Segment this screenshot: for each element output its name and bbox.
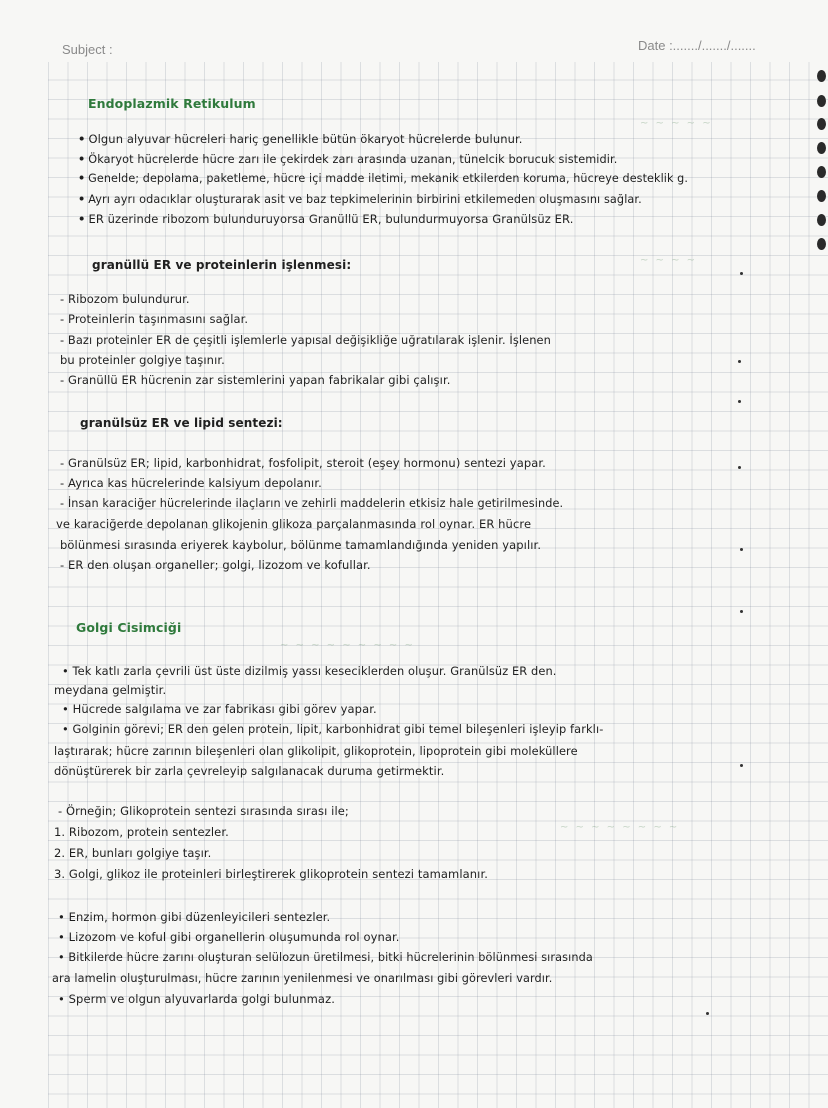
margin-dot: [740, 548, 743, 551]
example-line-1: - Örneğin; Glikoprotein sentezi sırasında sırası ile;: [58, 804, 349, 818]
granulsuz-line-3: - İnsan karaciğer hücrelerinde ilaçların ve zehirli maddelerin etkisiz hale getirilmesinde.: [60, 496, 564, 510]
er-bullet-text: Genelde; depolama, paketleme, hücre içi madde iletimi, mekanik etkilerden koruma, hücreye desteklik g.: [88, 171, 688, 185]
margin-dot: [740, 764, 743, 767]
golgi-line-6: dönüştürerek bir zarla çevreleyip salgılanacak duruma getirmektir.: [54, 764, 445, 778]
margin-dot: [738, 360, 741, 363]
example-line-2: 1. Ribozom, protein sentezler.: [54, 825, 229, 839]
subject-label: Subject :: [62, 42, 113, 57]
granullu-line-4: bu proteinler golgiye taşınır.: [60, 353, 225, 367]
bleed-through-mark: ~ ~ ~ ~ ~ ~ ~ ~: [560, 822, 680, 833]
bleed-through-mark: ~ ~ ~ ~ ~ ~ ~ ~ ~: [280, 640, 415, 651]
granulsuz-line-4: ve karaciğerde depolanan glikojenin glikoza parçalanmasında rol oynar. ER hücre: [56, 517, 532, 531]
granullu-line-5: - Granüllü ER hücrenin zar sistemlerini yapan fabrikalar gibi çalışır.: [60, 373, 451, 387]
margin-dot: [738, 400, 741, 403]
final-line-2: • Lizozom ve koful gibi organellerin oluşumunda rol oynar.: [58, 930, 400, 944]
er-bullet-4: • Ayrı ayrı odacıklar oluşturarak asit ve baz tepkimelerinin birbirini etkilemeden oluşmasını sağlar.: [78, 192, 642, 206]
final-line-4: ara lamelin oluşturulması, hücre zarının yenilenmesi ve onarılması gibi görevleri vardır.: [52, 971, 553, 985]
er-bullet-text: ER üzerinde ribozom bulunduruyorsa Granüllü ER, bulundurmuyorsa Granülsüz ER.: [88, 212, 574, 226]
ring-icon: [817, 238, 826, 250]
er-bullet-text: Ökaryot hücrelerde hücre zarı ile çekirdek zarı arasında uzanan, tünelcik borucuk sistemidir.: [88, 152, 618, 166]
granulsuz-line-6: - ER den oluşan organeller; golgi, lizozom ve kofullar.: [60, 558, 371, 572]
margin-dot: [738, 466, 741, 469]
ring-icon: [817, 95, 826, 107]
golgi-line-5: laştırarak; hücre zarının bileşenleri olan glikolipit, glikoprotein, lipoprotein gibi moleküllere: [54, 744, 578, 758]
ring-icon: [817, 118, 826, 130]
granulsuz-line-2: - Ayrıca kas hücrelerinde kalsiyum depolanır.: [60, 476, 322, 490]
er-bullet-1: • Olgun alyuvar hücreleri hariç genellikle bütün ökaryot hücrelerde bulunur.: [78, 132, 523, 146]
ring-icon: [817, 190, 826, 202]
example-line-3: 2. ER, bunları golgiye taşır.: [54, 846, 212, 860]
er-bullet-2: • Ökaryot hücrelerde hücre zarı ile çekirdek zarı arasında uzanan, tünelcik borucuk sistemidir.: [78, 152, 618, 166]
bleed-through-mark: ~ ~ ~ ~: [640, 255, 698, 266]
ring-icon: [817, 142, 826, 154]
example-line-4: 3. Golgi, glikoz ile proteinleri birleştirerek glikoprotein sentezi tamamlanır.: [54, 867, 488, 881]
ring-icon: [817, 166, 826, 178]
ring-icon: [817, 214, 826, 226]
golgi-line-1: • Tek katlı zarla çevrili üst üste dizilmiş yassı keseciklerden oluşur. Granülsüz ER den.: [62, 664, 557, 678]
ring-icon: [817, 70, 826, 82]
margin-dot: [740, 272, 743, 275]
er-bullet-5: • ER üzerinde ribozom bulunduruyorsa Granüllü ER, bulundurmuyorsa Granülsüz ER.: [78, 212, 574, 226]
golgi-line-3: • Hücrede salgılama ve zar fabrikası gibi görev yapar.: [62, 702, 377, 716]
final-line-3: • Bitkilerde hücre zarını oluşturan selülozun üretilmesi, bitki hücrelerinin bölünmesi sırasında: [58, 950, 593, 964]
granulsuz-line-1: - Granülsüz ER; lipid, karbonhidrat, fosfolipit, steroit (eşey hormonu) sentezi yapar.: [60, 456, 546, 470]
bleed-through-mark: ~ ~ ~ ~ ~: [640, 118, 713, 129]
granulsuz-line-5: bölünmesi sırasında eriyerek kaybolur, bölünme tamamlandığında yeniden yapılır.: [60, 538, 542, 552]
subheading-granullu-er: granüllü ER ve proteinlerin işlenmesi:: [92, 258, 352, 272]
subheading-granulsuz-er: granülsüz ER ve lipid sentezi:: [80, 416, 283, 430]
er-bullet-3: • Genelde; depolama, paketleme, hücre içi madde iletimi, mekanik etkilerden koruma, hücreye desteklik g.: [78, 171, 688, 185]
granullu-line-2: - Proteinlerin taşınmasını sağlar.: [60, 312, 249, 326]
granullu-line-1: - Ribozom bulundurur.: [60, 292, 190, 306]
er-bullet-text: Ayrı ayrı odacıklar oluşturarak asit ve baz tepkimelerinin birbirini etkilemeden oluşmasını sağlar.: [88, 192, 642, 206]
section-title-golgi: Golgi Cisimciği: [76, 620, 182, 635]
golgi-line-2: meydana gelmiştir.: [54, 683, 167, 697]
final-line-5: • Sperm ve olgun alyuvarlarda golgi bulunmaz.: [58, 992, 335, 1006]
margin-dot: [706, 1012, 709, 1015]
date-label: Date :......./......./.......: [638, 38, 756, 53]
section-title-er: Endoplazmik Retikulum: [88, 96, 256, 111]
er-bullet-text: Olgun alyuvar hücreleri hariç genellikle bütün ökaryot hücrelerde bulunur.: [88, 132, 523, 146]
left-margin: [0, 62, 48, 1108]
final-line-1: • Enzim, hormon gibi düzenleyicileri sentezler.: [58, 910, 331, 924]
margin-dot: [740, 610, 743, 613]
golgi-line-4: • Golginin görevi; ER den gelen protein, lipit, karbonhidrat gibi temel bileşenleri işleyip farklı-: [62, 722, 604, 736]
granullu-line-3: - Bazı proteinler ER de çeşitli işlemlerle yapısal değişikliğe uğratılarak işlenir. İşlenen: [60, 333, 551, 347]
